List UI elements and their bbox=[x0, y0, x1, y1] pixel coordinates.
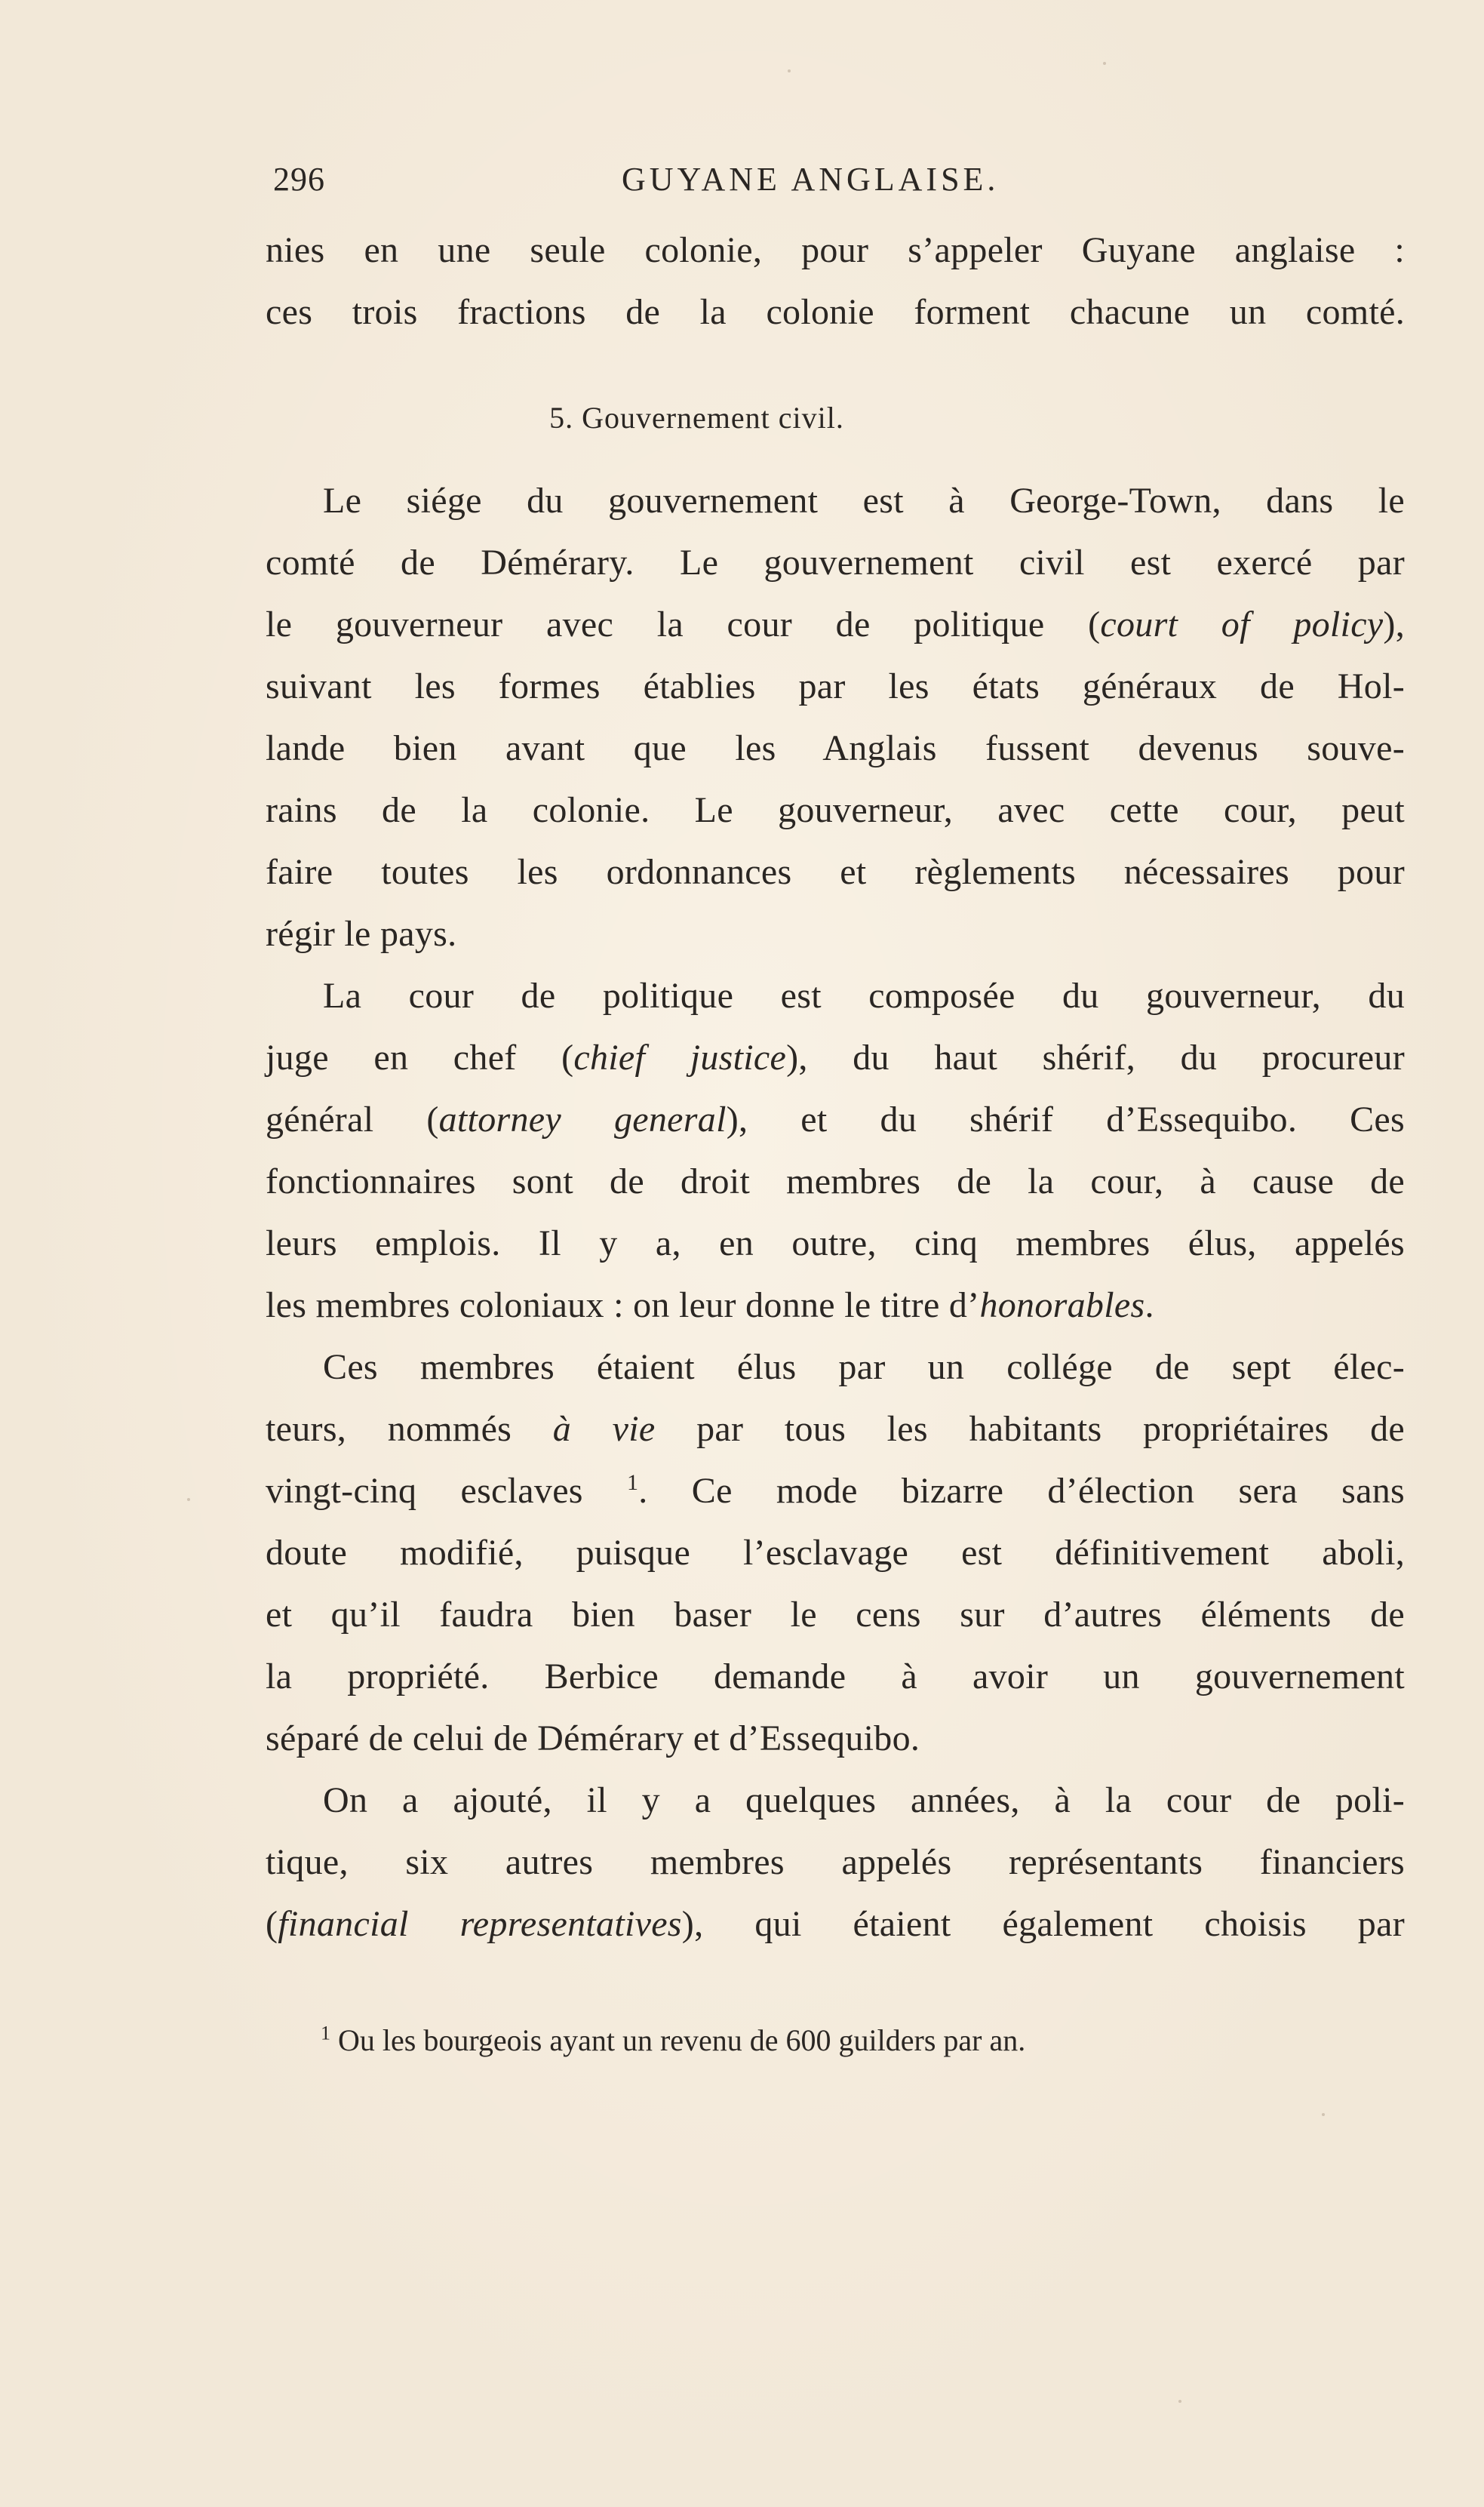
page-number: 296 bbox=[273, 161, 325, 198]
footnote-mark: 1 bbox=[321, 2022, 330, 2044]
text-line: fonctionnaires sont de droit membres de la cour, à cause de bbox=[266, 1161, 1405, 1201]
text-line: teurs, nommés à vie par tous les habitants propriétaires de bbox=[266, 1409, 1405, 1449]
text-line: ces trois fractions de la colonie forment chacune un comté. bbox=[266, 292, 1405, 332]
text-line: lande bien avant que les Anglais fussent devenus souve- bbox=[266, 728, 1405, 768]
text-line: doute modifié, puisque l’esclavage est définitivement aboli, bbox=[266, 1533, 1405, 1573]
text-line: la propriété. Berbice demande à avoir un gouvernement bbox=[266, 1656, 1405, 1696]
text-line: vingt-cinq esclaves $^1$. Ce mode bizarre d’élection sera sans bbox=[266, 1470, 1405, 1511]
text-line: comté de Démérary. Le gouvernement civil est exercé par bbox=[266, 543, 1405, 583]
text-line: le gouverneur avec la cour de politique (court of policy), bbox=[266, 604, 1405, 644]
text-line: Le siége du gouvernement est à George-Town, dans le bbox=[323, 481, 1405, 521]
text-line: nies en une seule colonie, pour s’appeler Guyane anglaise : bbox=[266, 230, 1405, 270]
paper-speck bbox=[1103, 62, 1106, 65]
text-line: séparé de celui de Démérary et d’Essequibo. bbox=[266, 1718, 920, 1758]
text-line: (financial representatives), qui étaient également choisis par bbox=[266, 1904, 1405, 1944]
text-line: juge en chef (chief justice), du haut shérif, du procureur bbox=[266, 1038, 1405, 1078]
text-line: les membres coloniaux : on leur donne le titre d’honorables. bbox=[266, 1285, 1154, 1325]
footnote-marker: 1 bbox=[626, 1470, 639, 1495]
text-line: On a ajouté, il y a quelques années, à la cour de poli- bbox=[323, 1780, 1405, 1820]
paper-speck bbox=[187, 1498, 190, 1501]
text-line: tique, six autres membres appelés représentants financiers bbox=[266, 1842, 1405, 1882]
running-title: GUYANE ANGLAISE. bbox=[622, 161, 1000, 198]
text-line: rains de la colonie. Le gouverneur, avec cette cour, peut bbox=[266, 790, 1405, 830]
paper-speck bbox=[1322, 2113, 1325, 2116]
paper-speck bbox=[1178, 2400, 1181, 2403]
text-line: suivant les formes établies par les états généraux de Hol- bbox=[266, 666, 1405, 706]
running-header bbox=[273, 160, 1035, 205]
footnote: $^1$ Ou les bourgeois ayant un revenu de 600 guilders par an. bbox=[321, 2022, 1026, 2057]
text-line: leurs emplois. Il y a, en outre, cinq membres élus, appelés bbox=[266, 1223, 1405, 1263]
text-line: et qu’il faudra bien baser le cens sur d’autres éléments de bbox=[266, 1595, 1405, 1635]
text-line: général (attorney general), et du shérif d’Essequibo. Ces bbox=[266, 1100, 1406, 1140]
paper-speck bbox=[788, 69, 791, 72]
text-line: Ces membres étaient élus par un collége de sept élec- bbox=[323, 1347, 1405, 1387]
text-line: faire toutes les ordonnances et règlements nécessaires pour bbox=[266, 852, 1405, 892]
text-line: La cour de politique est composée du gouverneur, du bbox=[323, 976, 1405, 1016]
section-heading: 5. Gouvernement civil. bbox=[549, 401, 844, 435]
text-line: régir le pays. bbox=[266, 914, 457, 954]
